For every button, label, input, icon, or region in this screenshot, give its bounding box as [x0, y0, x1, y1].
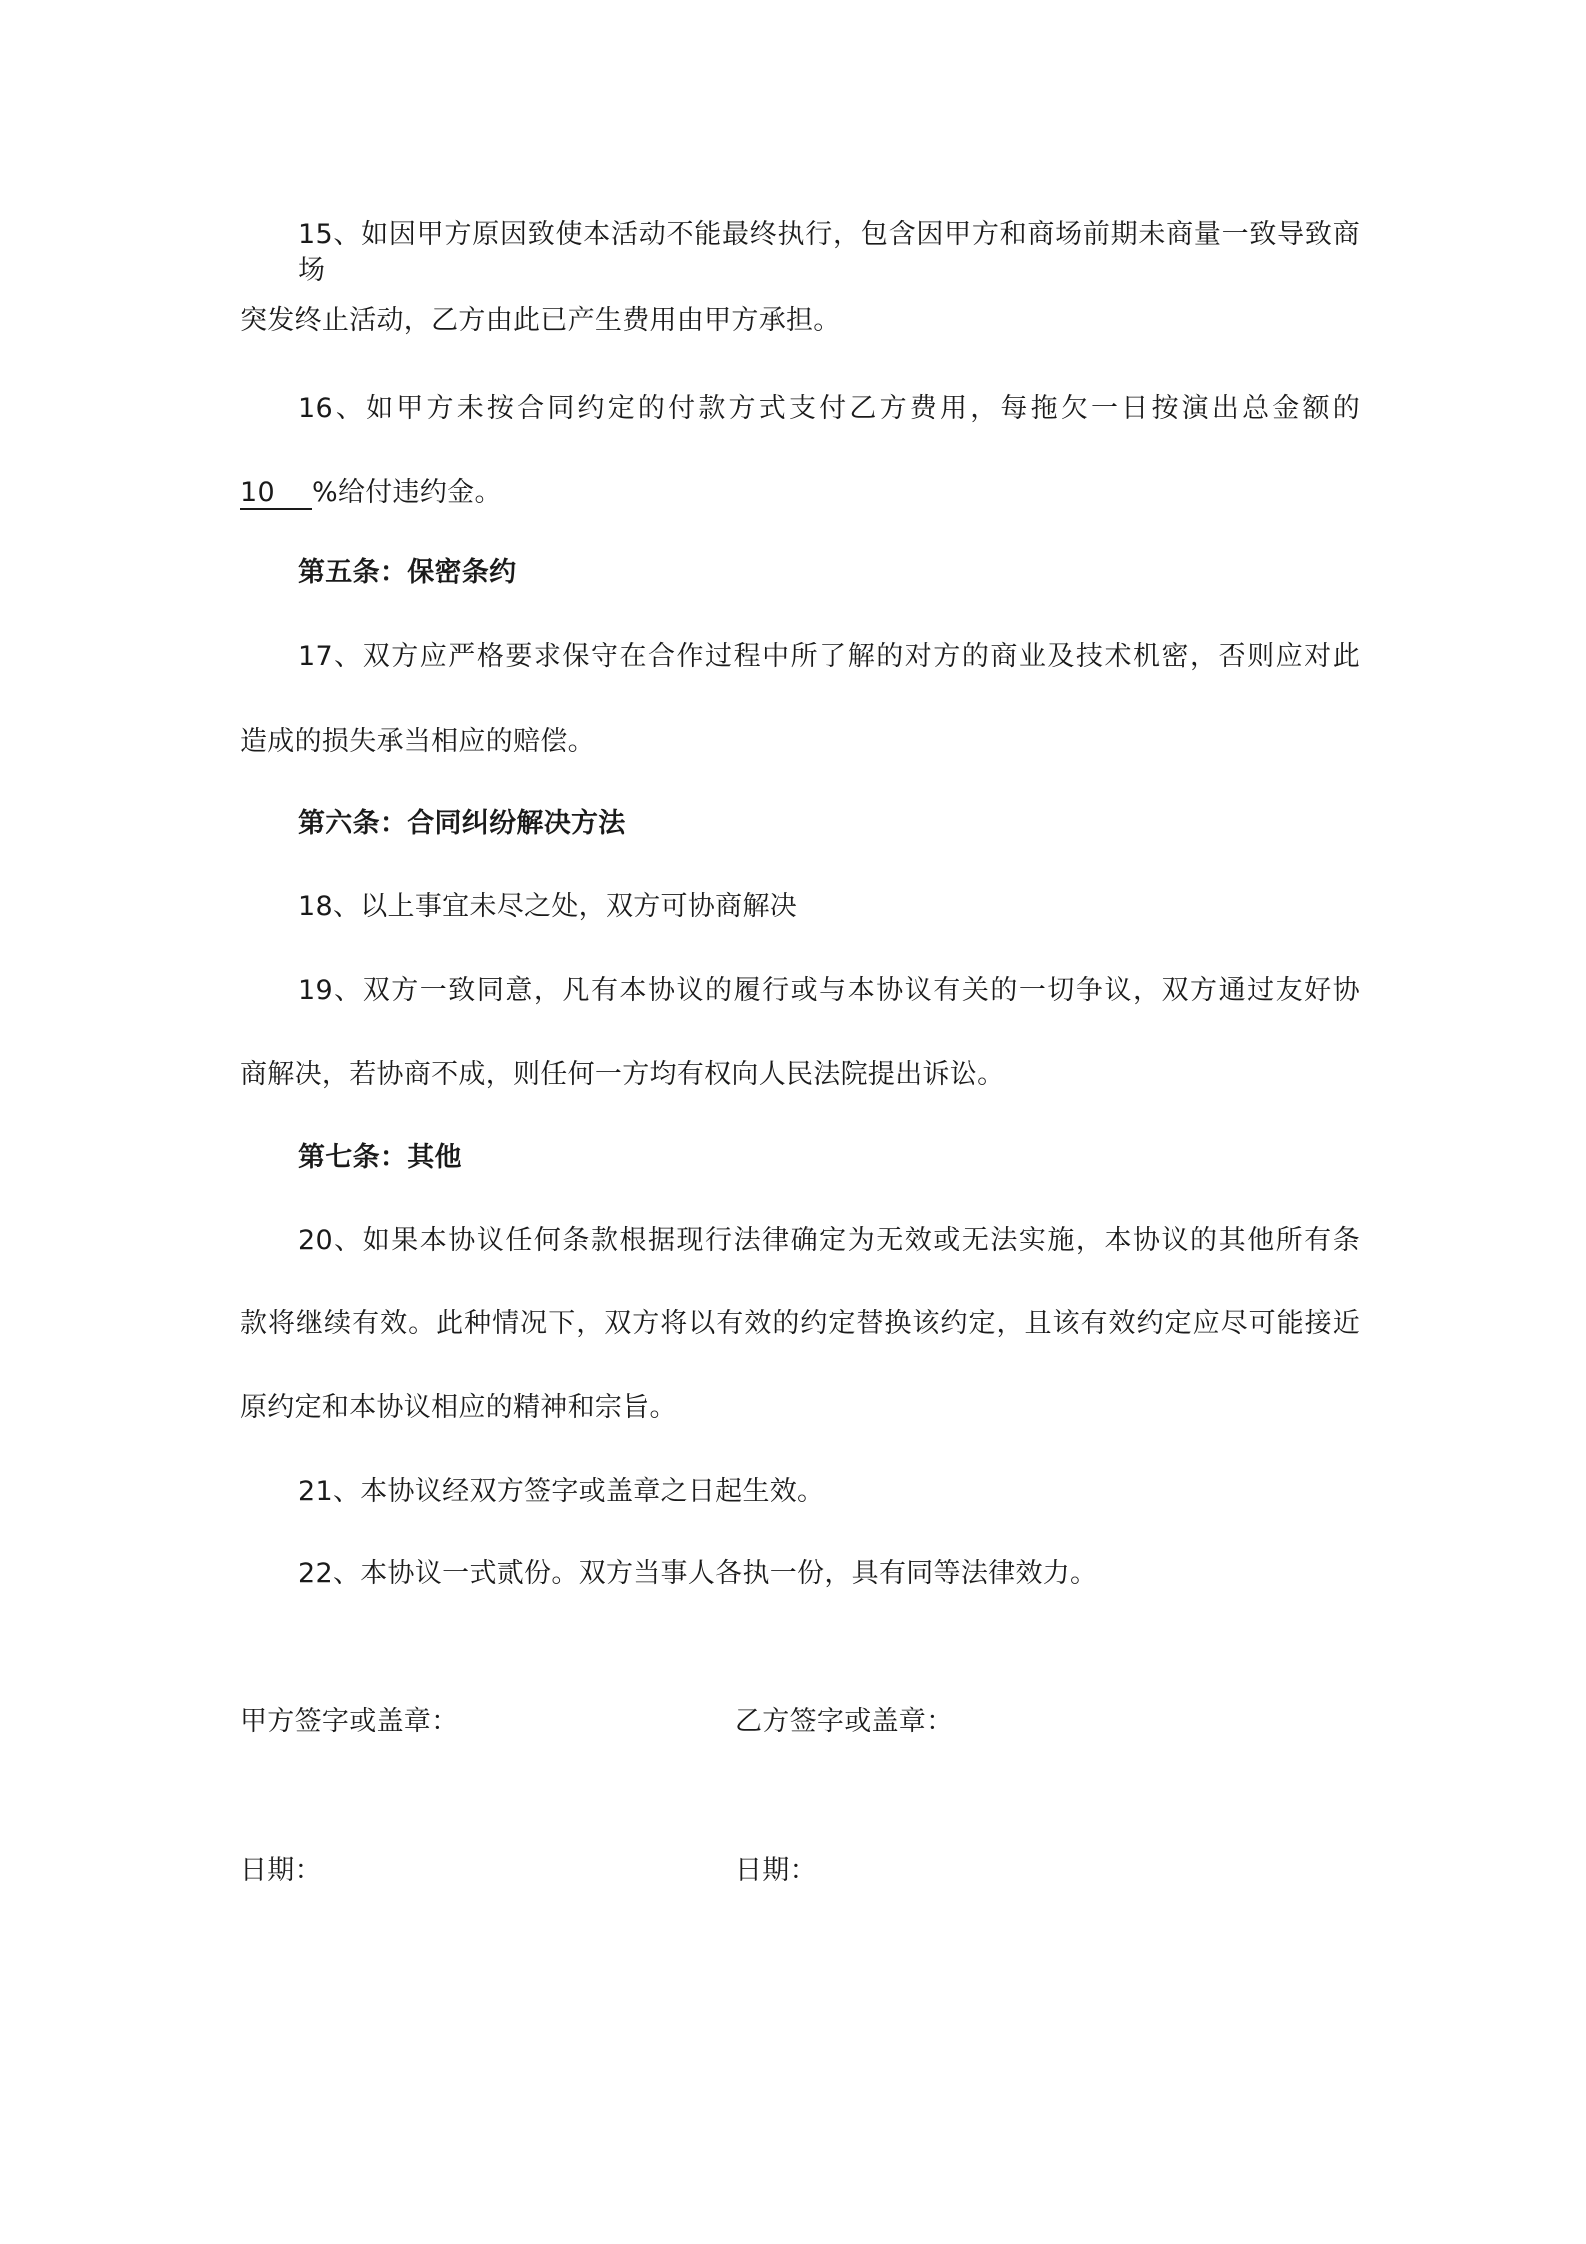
clause-16-line-2: [240, 475, 1360, 511]
clause-22-line-1: 22、本协议一式贰份。双方当事人各执一份，具有同等法律效力。: [298, 1558, 1098, 1589]
penalty-rate-blank: 10: [240, 478, 312, 510]
clause-19-line-2: 商解决，若协商不成，则任何一方均有权向人民法院提出诉讼。: [240, 1059, 1005, 1090]
clause-20-line-2: 款将继续有效。此种情况下，双方将以有效的约定替换该约定，且该有效约定应尽可能接近: [240, 1308, 1360, 1339]
party-a-date-label: 日期：: [240, 1855, 322, 1886]
clause-18-line-1: 18、以上事宜未尽之处，双方可协商解决: [298, 891, 798, 922]
party-a-signature-label: 甲方签字或盖章：: [240, 1706, 459, 1737]
party-b-signature-label: 乙方签字或盖章：: [735, 1706, 954, 1737]
clause-21-line-1: 21、本协议经双方签字或盖章之日起生效。: [298, 1476, 825, 1507]
section-5-heading: 第五条：保密条约: [298, 557, 517, 588]
clause-15-line-1: 15、如因甲方原因致使本活动不能最终执行，包含因甲方和商场前期未商量一致导致商场: [298, 219, 1360, 286]
clause-20-line-1: 20、如果本协议任何条款根据现行法律确定为无效或无法实施，本协议的其他所有条: [298, 1225, 1360, 1256]
party-b-date-label: 日期：: [735, 1855, 817, 1886]
section-7-heading: 第七条：其他: [298, 1142, 462, 1173]
clause-20-line-3: 原约定和本协议相应的精神和宗旨。: [240, 1392, 677, 1423]
clause-15-line-2: 突发终止活动，乙方由此已产生费用由甲方承担。: [240, 305, 841, 336]
clause-19-line-1: 19、双方一致同意，凡有本协议的履行或与本协议有关的一切争议，双方通过友好协: [298, 975, 1360, 1006]
clause-16-line-1: 16、如甲方未按合同约定的付款方式支付乙方费用，每拖欠一日按演出总金额的: [298, 393, 1360, 424]
clause-16-suffix: %给付违约金。: [312, 477, 502, 508]
section-6-heading: 第六条：合同纠纷解决方法: [298, 808, 626, 839]
clause-17-line-2: 造成的损失承当相应的赔偿。: [240, 726, 595, 757]
clause-17-line-1: 17、双方应严格要求保守在合作过程中所了解的对方的商业及技术机密，否则应对此: [298, 641, 1360, 672]
